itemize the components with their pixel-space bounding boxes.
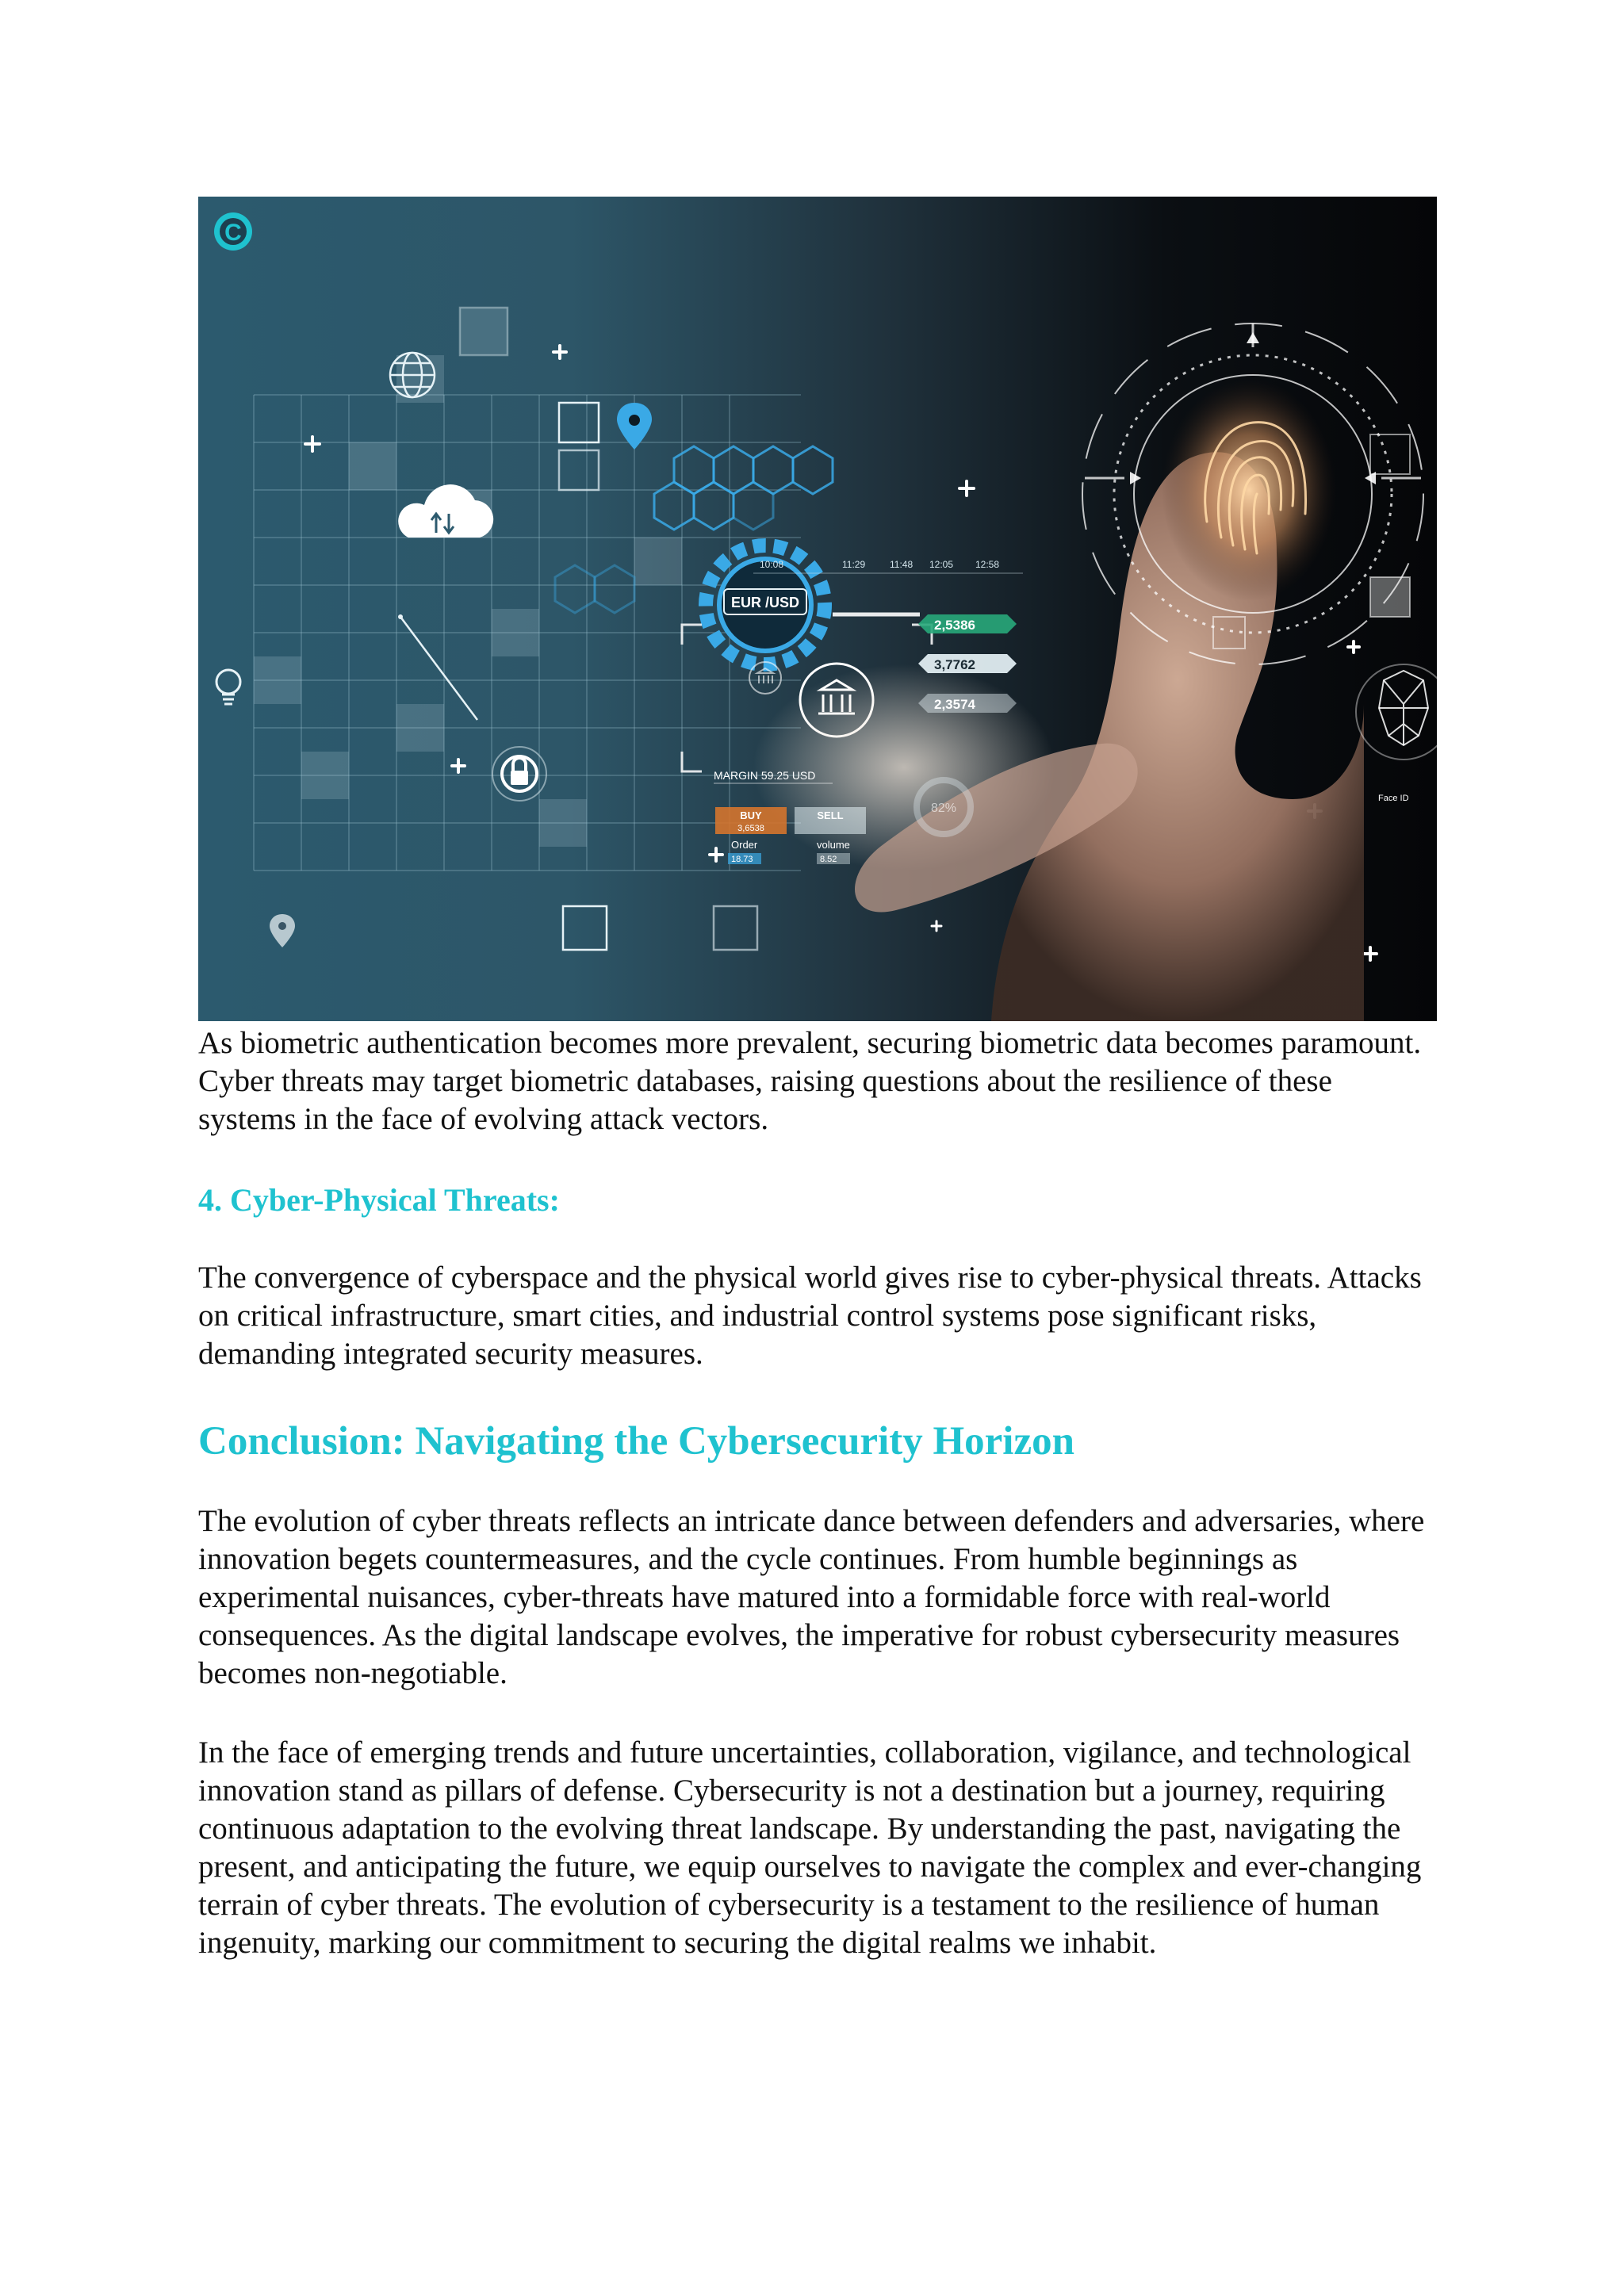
face-id-label: Face ID: [1378, 794, 1409, 803]
svg-text:8.52: 8.52: [820, 855, 837, 864]
rate-tag-2: [918, 654, 1017, 673]
face-id-icon: [1356, 664, 1437, 760]
svg-text:2,5386: 2,5386: [934, 618, 975, 633]
svg-text:82%: 82%: [930, 802, 957, 815]
buy-button: [715, 807, 787, 834]
section-heading-cyber-physical: 4. Cyber-Physical Threats:: [198, 1182, 560, 1218]
conclusion-heading: Conclusion: Navigating the Cybersecurity Horizon: [198, 1419, 1074, 1464]
svg-text:3,7762: 3,7762: [934, 657, 975, 672]
cyber-physical-paragraph: The convergence of cyberspace and the physical world gives rise to cyber-physical threats. Attacks on critical infrastructure, smart cities, and industrial control systems pose significant risks, demanding integrated security measures.: [198, 1261, 1422, 1371]
svg-text:12:58: 12:58: [975, 559, 1000, 570]
svg-text:10:08: 10:08: [760, 559, 784, 570]
logo-icon: [214, 212, 252, 251]
svg-text:volume: volume: [817, 839, 850, 851]
svg-text:C: C: [224, 220, 242, 246]
svg-text:18.73: 18.73: [731, 855, 753, 864]
location-pin-gray-icon: [270, 914, 295, 947]
biometric-paragraph: As biometric authentication becomes more prevalent, securing biometric data becomes paramount. Cyber threats may target biometric databases, raising questions about the resilience of these systems in the face of evolving attack vectors.: [198, 1026, 1422, 1136]
svg-text:11:48: 11:48: [890, 559, 914, 570]
svg-text:BUY: BUY: [740, 809, 762, 821]
svg-text:3,6538: 3,6538: [737, 824, 764, 833]
lightbulb-icon: [216, 670, 240, 704]
rate-tag-1: [918, 614, 1017, 633]
conclusion-paragraph-1: The evolution of cyber threats reflects an intricate dance between defenders and adversaries, where innovation begets countermeasures, and the cycle continues. From humble beginnings as experimental nuisances, cyber-threats have matured into a formidable force with real-world consequences. As the digital landscape evolves, the imperative for robust cybersecurity measures becomes non-negotiable.: [198, 1504, 1425, 1690]
svg-text:12:05: 12:05: [929, 559, 954, 570]
conclusion-paragraph-2: In the face of emerging trends and future uncertainties, collaboration, vigilance, and technological innovation stand as pillars of defense. Cybersecurity is not a destination but a journey, requiring continuous adaptation to the evolving threat landscape. By understanding the past, navigating the present, and anticipating the future, we equip ourselves to navigate the complex and ever-changing terrain of cyber threats. The evolution of cybersecurity is a testament to the resilience of human ingenuity, marking our commitment to securing the digital realms we inhabit.: [198, 1735, 1422, 1960]
hero-image: [198, 197, 1437, 1021]
svg-text:2,3574: 2,3574: [934, 697, 975, 712]
currency-pair-label: EUR /USD: [730, 595, 800, 610]
sell-button: [795, 807, 866, 834]
margin-label: MARGIN 59.25 USD: [714, 769, 816, 782]
svg-text:SELL: SELL: [817, 809, 844, 821]
svg-text:11:29: 11:29: [842, 559, 866, 570]
svg-text:Order: Order: [731, 839, 758, 851]
rate-tag-3: [918, 694, 1017, 713]
